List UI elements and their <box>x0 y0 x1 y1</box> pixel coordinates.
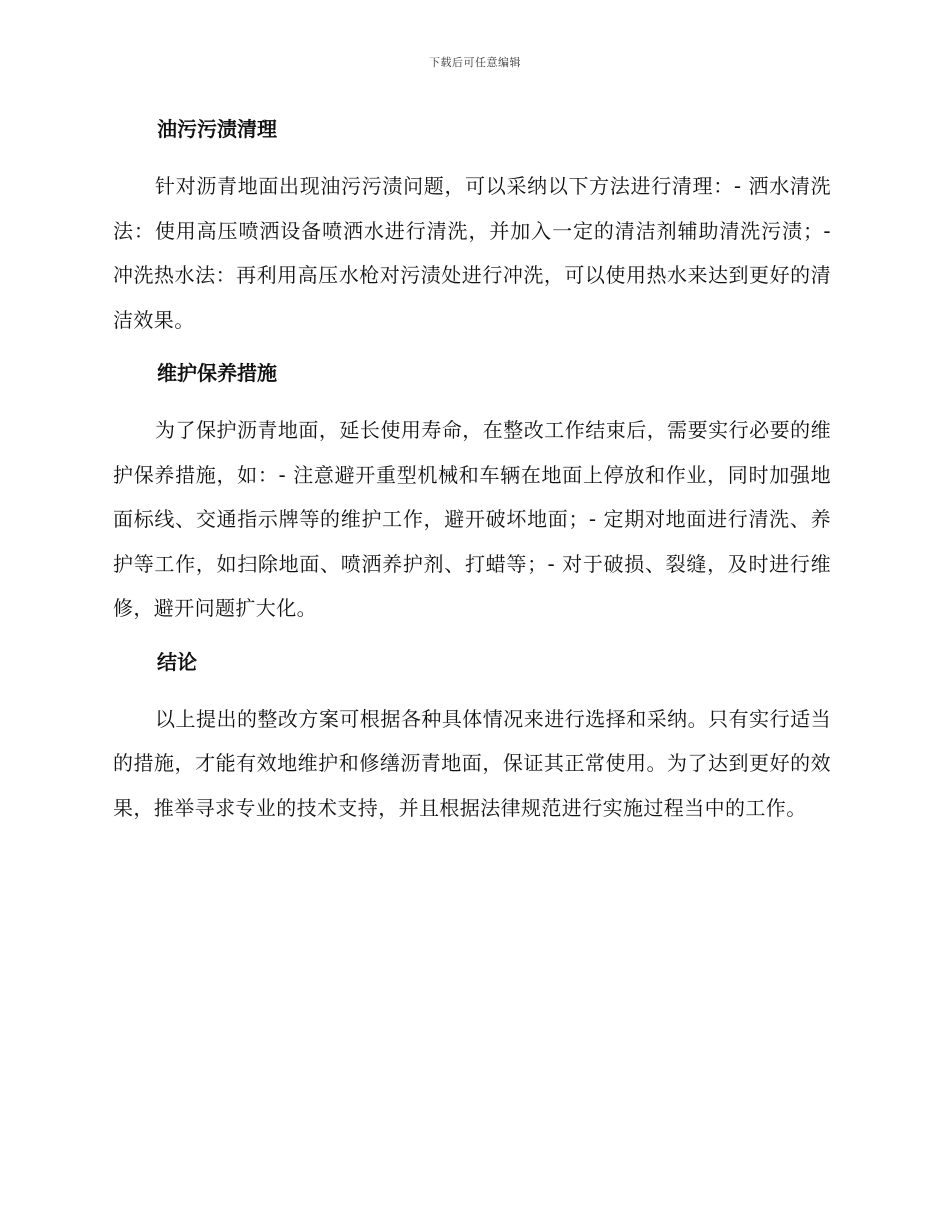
section-body-oil-stain-cleaning: 针对沥青地面出现油污污渍问题，可以采纳以下方法进行清理：- 洒水清洗法：使用高压喷洒设备喷洒水进行清洗，并加入一定的清洁剂辅助清洗污渍；- 冲洗热水法：再利用高压水枪对污渍处进行冲洗，可以使用热水来达到更好的清洁效果。 <box>113 174 831 332</box>
document-content <box>113 112 831 830</box>
section-body-maintenance: 为了保护沥青地面，延长使用寿命，在整改工作结束后，需要实行必要的维护保养措施，如：- 注意避开重型机械和车辆在地面上停放和作业，同时加强地面标线、交通指示牌等的维护工作，避开破坏地面；- 定期对地面进行清洗、养护等工作，如扫除地面、喷洒养护剂、打蜡等；- 对于破损、裂缝，及时进行维修，避开问题扩大化。 <box>113 418 831 620</box>
section-body-conclusion: 以上提出的整改方案可根据各种具体情况来进行选择和采纳。只有实行适当的措施，才能有效地维护和修缮沥青地面，保证其正常使用。为了达到更好的效果，推举寻求专业的技术支持，并且根据法律规范进行实施过程当中的工作。 <box>113 706 831 820</box>
page-header: 下载后可任意编辑 <box>429 56 521 69</box>
section-heading-conclusion: 结论 <box>157 649 197 674</box>
section-heading-maintenance: 维护保养措施 <box>157 361 277 385</box>
section-heading-oil-stain-cleaning: 油污污渍清理 <box>157 117 277 141</box>
